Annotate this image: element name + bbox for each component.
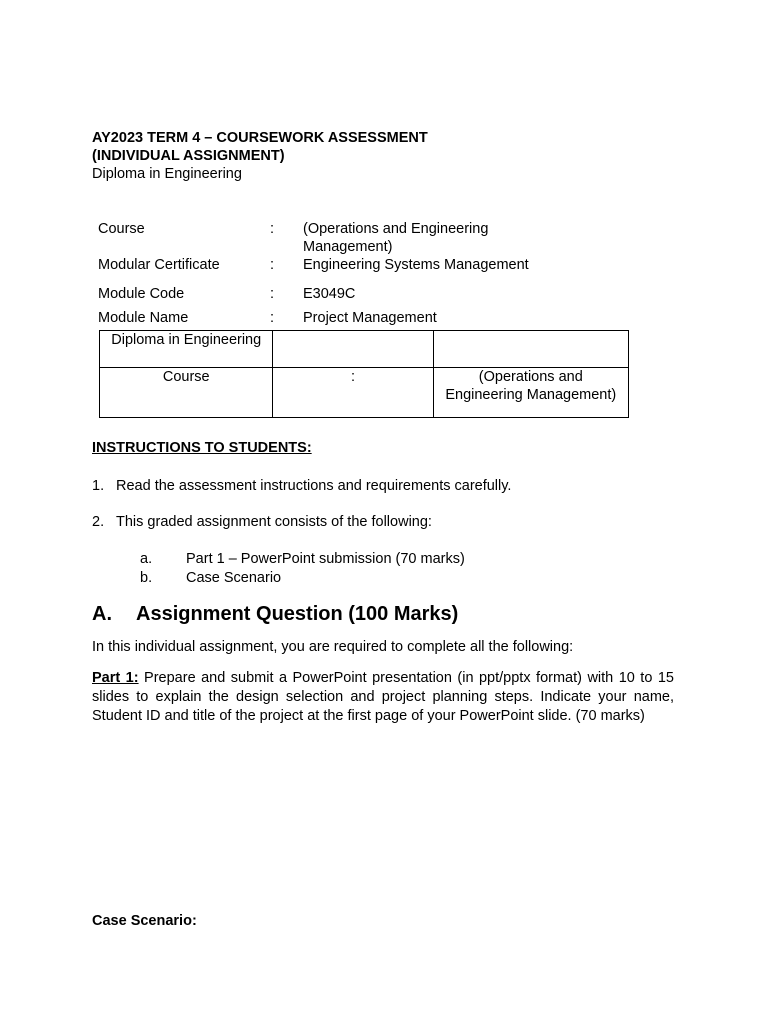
part1-paragraph [92,669,674,726]
module-code-label: Module Code [98,286,185,302]
list-item: This graded assignment consists of the following: [116,514,432,530]
list-item: Read the assessment instructions and requirements carefully. [116,478,512,494]
section-a-title: Assignment Question (100 Marks) [136,603,459,625]
document-title: AY2023 TERM 4 – COURSEWORK ASSESSMENT [92,130,428,146]
list-item-number: 2. [92,514,105,530]
table-cell [433,368,628,418]
table-cell-course-value-line2: Engineering Management) [445,387,617,403]
course-colon: : [270,221,275,237]
case-scenario-heading: Case Scenario: [92,913,197,929]
table-cell [100,331,273,368]
part1-label: Part 1: [92,670,139,686]
list-item-number: 1. [92,478,105,494]
module-name-label: Module Name [98,310,189,326]
modular-certificate-value: Engineering Systems Management [303,257,529,273]
sub-list-item-letter: b. [140,570,153,586]
module-name-value: Project Management [303,310,437,326]
module-code-value: E3049C [303,286,356,302]
document-subtitle: (INDIVIDUAL ASSIGNMENT) [92,148,285,164]
sub-list-item: Case Scenario [186,570,282,586]
course-table [99,330,629,418]
table-cell-course: Course [162,369,210,385]
section-a-intro: In this individual assignment, you are required to complete all the following: [92,639,574,655]
table-cell [273,368,433,418]
diploma-name: Diploma in Engineering [92,166,242,182]
modular-certificate-label: Modular Certificate [98,257,220,273]
course-value-line1: (Operations and Engineering [303,221,489,237]
sub-list-item: Part 1 – PowerPoint submission (70 marks) [186,551,465,567]
table-cell [433,331,628,368]
modular-certificate-colon: : [270,257,275,273]
module-code-colon: : [270,286,275,302]
section-a-letter: A. [92,603,112,625]
part1-text: Prepare and submit a PowerPoint presentation (in ppt/pptx format) with 10 to 15 slides to explain the design selection and project planning steps. Indicate your name, Student ID and title of the project at the first page of your PowerPoint slide. (70 marks) [92,670,674,724]
table-row [100,331,629,368]
sub-list-item-letter: a. [140,551,153,567]
instructions-heading: INSTRUCTIONS TO STUDENTS: [92,440,312,456]
table-cell-colon: : [351,369,356,385]
module-name-colon: : [270,310,275,326]
course-value-line2: Management) [303,239,393,255]
table-cell-diploma: Diploma in Engineering [111,332,262,348]
table-row [100,368,629,418]
course-label: Course [98,221,145,237]
table-cell [273,331,433,368]
table-cell [100,368,273,418]
table-cell-course-value-line1: (Operations and [478,369,583,385]
